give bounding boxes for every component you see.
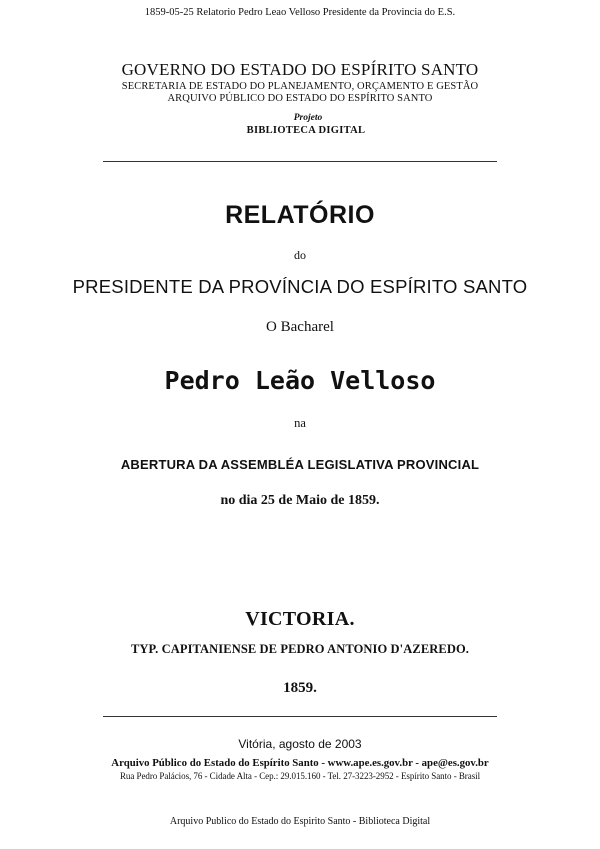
arquivo-contact-line: Arquivo Público do Estado do Espírito Santo - www.ape.es.gov.br - ape@es.gov.br <box>111 757 489 769</box>
author-name: Pedro Leão Velloso <box>164 366 436 395</box>
bacharel-line: O Bacharel <box>266 319 334 335</box>
arquivo-line: ARQUIVO PÚBLICO DO ESTADO DO ESPÍRITO SANTO <box>167 93 433 104</box>
government-title: GOVERNO DO ESTADO DO ESPÍRITO SANTO <box>121 60 479 79</box>
president-line: PRESIDENTE DA PROVÍNCIA DO ESPÍRITO SANTO <box>72 276 528 297</box>
running-header: 1859-05-25 Relatorio Pedro Leao Velloso Presidente da Provincia do E.S. <box>144 7 456 18</box>
secretaria-line: SECRETARIA DE ESTADO DO PLANEJAMENTO, ORÇAMENTO E GESTÃO <box>121 81 479 92</box>
imprint-year: 1859. <box>283 680 317 696</box>
place-date: Vitória, agosto de 2003 <box>238 737 362 751</box>
assembly-opening-line: ABERTURA DA ASSEMBLÉA LEGISLATIVA PROVINCIAL <box>120 457 480 472</box>
imprint-city: VICTORIA. <box>245 608 355 630</box>
address-line: Rua Pedro Palácios, 76 - Cidade Alta - Cep.: 29.015.160 - Tel. 27-3223-2952 - Espírito Santo - Brasil <box>119 771 481 781</box>
preposition-na: na <box>294 416 306 430</box>
imprint-typography: TYP. CAPITANIENSE DE PEDRO ANTONIO D'AZEREDO. <box>130 642 469 656</box>
bottom-divider <box>103 716 497 717</box>
top-divider <box>103 161 497 162</box>
projeto-label: Projeto <box>293 113 323 123</box>
document-title: RELATÓRIO <box>225 201 375 229</box>
page-footer: Arquivo Publico do Estado do Espirito Santo - Biblioteca Digital <box>169 816 431 827</box>
date-line: no dia 25 de Maio de 1859. <box>220 493 380 508</box>
preposition-do: do <box>294 248 306 262</box>
biblioteca-digital-label: BIBLIOTECA DIGITAL <box>246 125 366 136</box>
